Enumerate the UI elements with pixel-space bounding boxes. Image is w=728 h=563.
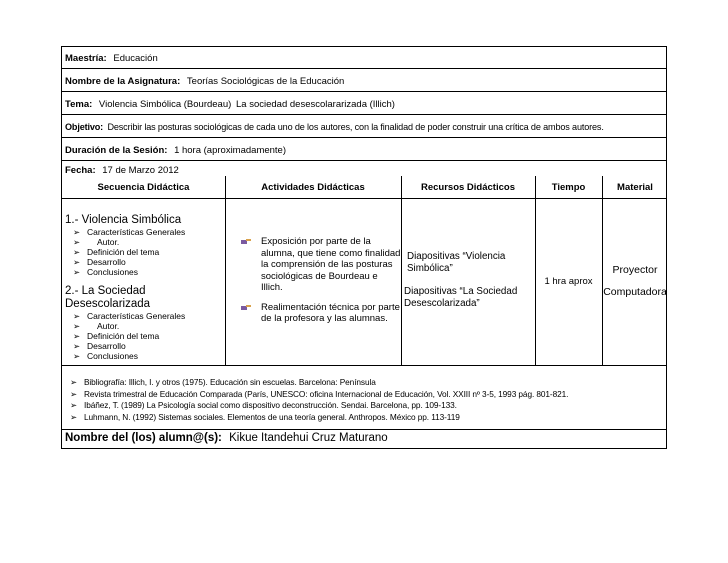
col-header-secuencia: Secuencia Didáctica [97,181,190,193]
bibliografia-item: ➢ Revista trimestral de Educación Comparada (París, UNESCO: oficina Internacional de Educación, Vol. XXIII nº 3-5, 1993 pág. 801-821. [62,389,568,401]
list-item: ➢ Autor. [65,237,223,247]
actividades-cell [241,236,401,325]
list-item: ➢ Desarrollo [65,257,223,267]
tema-value: Violencia Simbólica (Bourdeau) [98,99,232,110]
row-asignatura [62,69,666,92]
bibliografia-item: ➢ Bibliografía: Illich, I. y otros (1975). Educación sin escuelas. Barcelona: Península [62,377,568,389]
row-content [62,176,666,366]
col-divider-2 [401,176,402,365]
secuencia-list-1 [65,227,223,277]
col-divider-3 [535,176,536,365]
secuencia-title-1: 1.- Violencia Simbólica [65,214,182,226]
list-item: ➢ Definición del tema [65,331,223,341]
duracion-label: Duración de la Sesión: [65,145,168,156]
secuencia-list-2 [65,311,223,361]
row-duracion [62,138,666,161]
list-item: ➢ Autor. [65,321,223,331]
col-header-material: Material [617,181,653,193]
tema-label: Tema: [65,99,93,110]
list-item: ➢ Conclusiones [65,351,223,361]
secuencia-title-2: 2.- La Sociedad Desescolarizada [65,285,151,310]
row-maestria [62,47,666,69]
lesson-plan-table [61,46,667,449]
actividad-item-2 [241,302,401,325]
header-divider [62,198,666,199]
objetivo-label: Objetivo: [65,122,104,132]
row-objetivo [62,115,666,138]
col-header-actividades: Actividades Didácticas [261,181,365,193]
bibliografia-item: ➢ Luhmann, N. (1992) Sistemas sociales. Elementos de una teoría general. Anthropos. México pp. 113-119 [62,412,568,424]
material-item-1: Proyector [612,264,658,276]
list-item: ➢ Características Generales [65,311,223,321]
actividad-text-2: Realimentación técnica por parte de la profesora y las alumnas. [261,301,400,324]
list-item: ➢ Conclusiones [65,267,223,277]
maestria-value: Educación [113,53,158,64]
recursos-cell [404,251,534,310]
bibliografia-list [62,377,568,423]
col-header-recursos: Recursos Didácticos [421,181,515,193]
list-item: ➢ Desarrollo [65,341,223,351]
asignatura-label: Nombre de la Asignatura: [65,76,181,87]
row-alumna [62,430,666,448]
col-header-tiempo: Tiempo [551,181,586,193]
material-item-2: Computadora [603,286,667,298]
fecha-value: 17 de Marzo 2012 [102,165,179,176]
alumna-label: Nombre del (los) alumn@(s): [65,432,222,444]
secuencia-cell [65,214,223,361]
duracion-value: 1 hora (aproximadamente) [174,145,287,156]
pointing-hand-icon [241,304,251,312]
asignatura-value: Teorías Sociológicas de la Educación [186,76,345,87]
material-cell [602,264,668,298]
actividad-text-1: Exposición por parte de la alumna, que tiene como finalidad la comprensión de las posturas sociológicas de Bourdeau e Illich. [261,236,401,293]
row-fecha [62,161,666,176]
col-divider-1 [225,176,226,365]
fecha-label: Fecha: [65,165,96,176]
list-item: ➢ Definición del tema [65,247,223,257]
alumna-value: Kikue Itandehui Cruz Maturano [229,432,388,444]
maestria-label: Maestría: [65,53,107,64]
row-bibliografia [62,366,666,430]
objetivo-value: Describir las posturas sociológicas de cada uno de los autores, con la finalidad de poder construir una crítica de ambos autores. [107,122,604,132]
bibliografia-item: ➢ Ibáñez, T. (1989) La Psicología social como dispositivo deconstrucción. Sendai. Barcelona, pp. 109-133. [62,400,568,412]
tema-value-2: La sociedad desescolararizada (Illich) [236,99,395,110]
list-item: ➢ Características Generales [65,227,223,237]
row-tema [62,92,666,115]
pointing-hand-icon [241,238,251,246]
actividad-item-1 [241,236,401,294]
recurso-item-2: Diapositivas “La Sociedad Desescolarizada” [404,286,518,309]
tiempo-cell: 1 hra aprox [544,276,593,287]
recurso-item-1: Diapositivas “Violencia Simbólica” [407,251,506,274]
